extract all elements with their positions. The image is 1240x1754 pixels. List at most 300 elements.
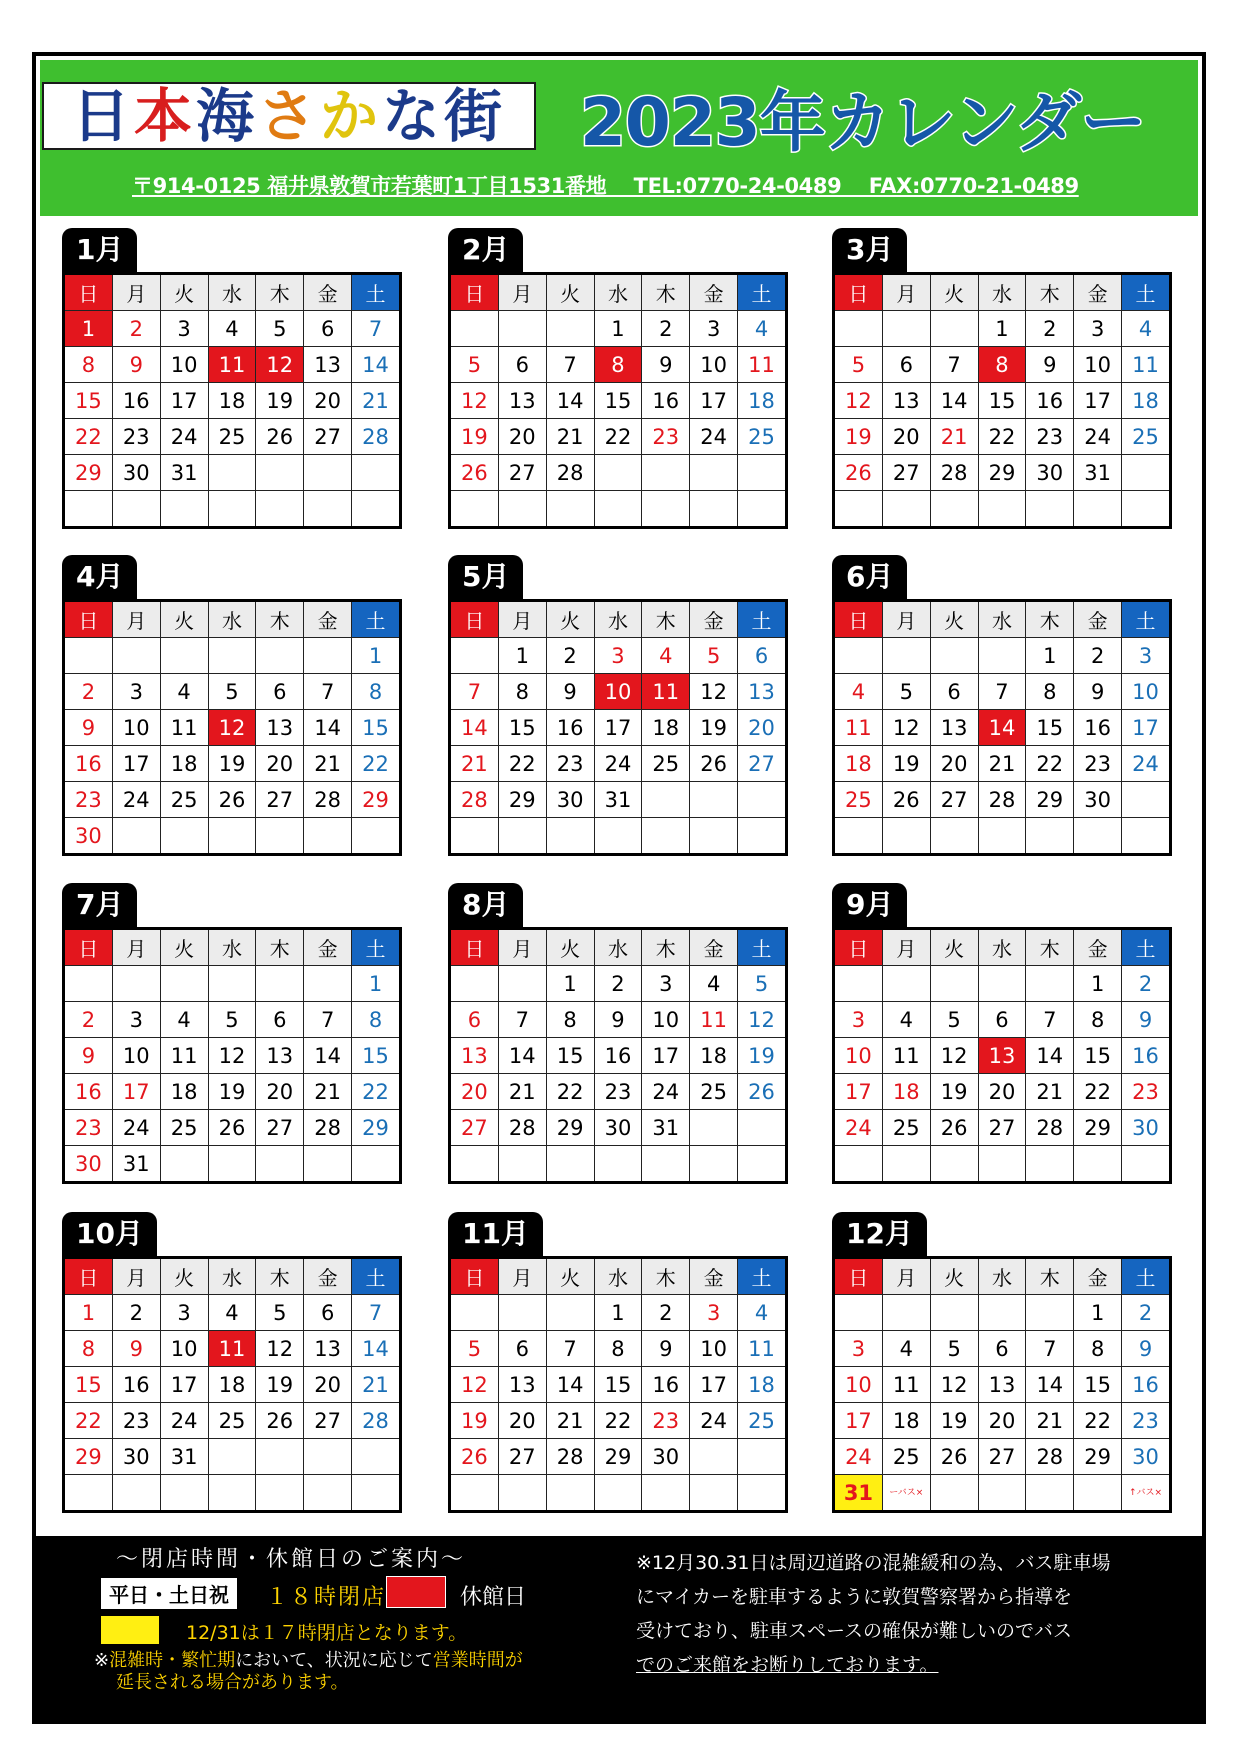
empty-cell — [256, 966, 304, 1002]
day-cell: 11 — [738, 1331, 787, 1367]
day-cell: 7 — [304, 1002, 352, 1038]
day-cell: 17 — [160, 383, 208, 419]
day-cell: 29 — [1074, 1110, 1122, 1146]
day-cell: 25 — [1122, 419, 1171, 455]
empty-cell — [738, 1439, 787, 1475]
day-cell: 4 — [882, 1331, 930, 1367]
weekday-header: 火 — [546, 601, 594, 638]
day-cell: 6 — [978, 1002, 1026, 1038]
weekday-header: 土 — [1122, 929, 1171, 966]
empty-cell — [498, 1475, 546, 1512]
day-cell: 18 — [882, 1403, 930, 1439]
day-cell: 19 — [450, 419, 499, 455]
month-grid — [62, 272, 402, 529]
note-busy: 混雑時・繁忙期 — [109, 1650, 236, 1671]
day-cell: 16 — [546, 710, 594, 746]
empty-cell — [112, 638, 160, 674]
day-cell: 8 — [1074, 1002, 1122, 1038]
month-grid — [62, 927, 402, 1184]
day-cell: 11 — [882, 1367, 930, 1403]
weekday-header: 火 — [930, 929, 978, 966]
day-cell: 24 — [690, 419, 738, 455]
day-cell: 5 — [450, 347, 499, 383]
empty-cell — [882, 1146, 930, 1183]
day-cell: 20 — [304, 383, 352, 419]
month-grid — [448, 927, 788, 1184]
empty-cell — [112, 818, 160, 855]
day-cell: 16 — [1122, 1038, 1171, 1074]
day-cell: 16 — [642, 383, 690, 419]
day-cell: 24 — [1074, 419, 1122, 455]
empty-cell — [450, 818, 499, 855]
weekday-header: 月 — [498, 274, 546, 311]
month-label: 5月 — [448, 555, 523, 599]
empty-cell — [450, 638, 499, 674]
empty-cell — [112, 966, 160, 1002]
day-cell: 19 — [738, 1038, 787, 1074]
day-cell: 28 — [450, 782, 499, 818]
day-cell: 20 — [738, 710, 787, 746]
day-cell: 22 — [1074, 1403, 1122, 1439]
day-cell: 25 — [738, 419, 787, 455]
empty-cell — [498, 818, 546, 855]
weekday-header: 月 — [882, 1258, 930, 1295]
day-cell: 5 — [450, 1331, 499, 1367]
day-cell: 31 — [642, 1110, 690, 1146]
day-cell: 28 — [546, 455, 594, 491]
day-cell: 23 — [1074, 746, 1122, 782]
weekday-header: 水 — [594, 929, 642, 966]
month-grid — [62, 599, 402, 856]
empty-cell — [1026, 966, 1074, 1002]
day-cell: 20 — [256, 746, 304, 782]
day-cell: 7 — [498, 1002, 546, 1038]
empty-cell — [594, 818, 642, 855]
closed-legend-label: 休館日 — [460, 1585, 527, 1610]
day-cell: 9 — [64, 1038, 113, 1074]
bus-note: ーバス× — [889, 1487, 924, 1498]
day-cell: 4 — [642, 638, 690, 674]
empty-cell — [208, 1475, 256, 1512]
empty-cell — [882, 491, 930, 528]
day-cell: 16 — [642, 1367, 690, 1403]
note-line-2: 延長される場合があります。 — [116, 1672, 349, 1693]
weekday-header: 水 — [978, 929, 1026, 966]
day-cell: 15 — [1074, 1038, 1122, 1074]
day-cell: 2 — [112, 1295, 160, 1331]
day-cell: 17 — [834, 1074, 883, 1110]
empty-cell — [978, 966, 1026, 1002]
month-label: 1月 — [62, 228, 137, 272]
day-cell: 29 — [64, 1439, 113, 1475]
day-cell: 22 — [352, 746, 401, 782]
empty-cell — [546, 491, 594, 528]
day-cell: 13 — [304, 347, 352, 383]
day-cell: 4 — [208, 311, 256, 347]
empty-cell — [1074, 491, 1122, 528]
weekday-header: 金 — [1074, 929, 1122, 966]
day-cell: 1 — [64, 311, 113, 347]
day-cell: 9 — [594, 1002, 642, 1038]
day-cell: 27 — [498, 455, 546, 491]
day-cell: 29 — [978, 455, 1026, 491]
day-cell: 25 — [208, 1403, 256, 1439]
day-cell: 27 — [304, 419, 352, 455]
day-cell: 30 — [1074, 782, 1122, 818]
day-cell: 28 — [930, 455, 978, 491]
empty-cell — [160, 966, 208, 1002]
day-cell: 18 — [160, 1074, 208, 1110]
day-cell: 26 — [738, 1074, 787, 1110]
day-cell: 17 — [1122, 710, 1171, 746]
bus-notice — [636, 1546, 1111, 1682]
weekday-header: 土 — [738, 274, 787, 311]
day-cell: 20 — [256, 1074, 304, 1110]
day-cell: 12 — [208, 1038, 256, 1074]
weekday-header: 日 — [450, 1258, 499, 1295]
empty-cell — [690, 1439, 738, 1475]
day-cell: 15 — [594, 1367, 642, 1403]
day-cell: 9 — [642, 1331, 690, 1367]
day-cell: 22 — [1074, 1074, 1122, 1110]
empty-cell — [304, 818, 352, 855]
bus-notice-line: 受けており、駐車スペースの確保が難しいのでバス — [636, 1620, 1073, 1642]
day-cell: 13 — [498, 383, 546, 419]
day-cell: 10 — [1122, 674, 1171, 710]
empty-cell — [256, 1439, 304, 1475]
empty-cell — [498, 1295, 546, 1331]
day-cell: 24 — [642, 1074, 690, 1110]
weekday-header: 日 — [450, 929, 499, 966]
day-cell: 3 — [690, 311, 738, 347]
empty-cell — [594, 1146, 642, 1183]
day-cell: 27 — [738, 746, 787, 782]
weekday-header: 金 — [304, 929, 352, 966]
day-cell: 12 — [256, 347, 304, 383]
day-cell: 24 — [112, 782, 160, 818]
day-cell: 19 — [256, 1367, 304, 1403]
day-cell: 2 — [112, 311, 160, 347]
weekday-header: 火 — [930, 274, 978, 311]
month-label: 8月 — [448, 883, 523, 927]
day-cell: 24 — [112, 1110, 160, 1146]
empty-cell — [882, 1295, 930, 1331]
day-cell: 15 — [978, 383, 1026, 419]
empty-cell — [738, 782, 787, 818]
weekday-header: 土 — [352, 1258, 401, 1295]
day-cell: 12 — [450, 383, 499, 419]
day-cell: 26 — [208, 782, 256, 818]
day-cell: 3 — [1074, 311, 1122, 347]
day-cell: 18 — [738, 1367, 787, 1403]
day-cell: 2 — [64, 1002, 113, 1038]
day-cell: 12 — [738, 1002, 787, 1038]
day-cell: 27 — [304, 1403, 352, 1439]
empty-cell — [208, 966, 256, 1002]
day-cell: 27 — [978, 1110, 1026, 1146]
day-cell: 27 — [256, 1110, 304, 1146]
day-cell: 3 — [160, 311, 208, 347]
empty-cell — [930, 818, 978, 855]
weekday-header: 木 — [256, 1258, 304, 1295]
empty-cell — [738, 455, 787, 491]
weekday-header: 月 — [112, 274, 160, 311]
weekday-header: 火 — [546, 274, 594, 311]
weekday-header: 金 — [690, 601, 738, 638]
day-cell: 2 — [1122, 966, 1171, 1002]
empty-cell — [690, 1110, 738, 1146]
day-cell: 5 — [208, 674, 256, 710]
empty-cell — [834, 491, 883, 528]
empty-cell — [450, 966, 499, 1002]
day-cell: 27 — [450, 1110, 499, 1146]
day-cell: 30 — [594, 1110, 642, 1146]
empty-cell — [304, 966, 352, 1002]
day-cell: 21 — [450, 746, 499, 782]
weekday-header: 火 — [160, 929, 208, 966]
weekday-header: 土 — [352, 601, 401, 638]
day-cell: 3 — [594, 638, 642, 674]
day-cell: 31 — [160, 455, 208, 491]
day-cell: 24 — [834, 1439, 883, 1475]
empty-cell — [738, 491, 787, 528]
day-cell: 21 — [352, 383, 401, 419]
month-grid — [448, 272, 788, 529]
day-cell: 18 — [160, 746, 208, 782]
day-cell: 17 — [690, 1367, 738, 1403]
day-cell: 12 — [690, 674, 738, 710]
day-cell: 21 — [304, 746, 352, 782]
day-cell: 9 — [546, 674, 594, 710]
day-cell: 30 — [1122, 1110, 1171, 1146]
day-cell: 29 — [594, 1439, 642, 1475]
empty-cell — [208, 491, 256, 528]
empty-cell — [642, 1146, 690, 1183]
logo-char: さ — [257, 82, 320, 150]
day-cell: 26 — [930, 1110, 978, 1146]
month-grid — [832, 272, 1172, 529]
day-cell: 7 — [1026, 1002, 1074, 1038]
day-cell: 9 — [1074, 674, 1122, 710]
day-cell: 8 — [978, 347, 1026, 383]
weekday-header: 日 — [64, 601, 113, 638]
day-cell: 18 — [882, 1074, 930, 1110]
day-cell: 2 — [594, 966, 642, 1002]
empty-cell — [690, 782, 738, 818]
weekday-header: 日 — [834, 1258, 883, 1295]
empty-cell — [304, 1475, 352, 1512]
empty-cell — [1122, 455, 1171, 491]
day-cell: 6 — [738, 638, 787, 674]
weekday-header: 日 — [834, 929, 883, 966]
empty-cell — [498, 966, 546, 1002]
day-cell: 28 — [498, 1110, 546, 1146]
empty-cell — [642, 1475, 690, 1512]
day-cell: 9 — [1122, 1331, 1171, 1367]
day-cell: 28 — [304, 782, 352, 818]
weekday-header: 水 — [208, 929, 256, 966]
day-cell: 28 — [546, 1439, 594, 1475]
weekday-header: 火 — [160, 601, 208, 638]
day-cell: 25 — [738, 1403, 787, 1439]
guide-title: ～閉店時間・休館日のご案内～ — [116, 1547, 467, 1572]
empty-cell — [498, 491, 546, 528]
day-cell: 14 — [498, 1038, 546, 1074]
day-cell: 1 — [546, 966, 594, 1002]
day-cell: 26 — [882, 782, 930, 818]
page-title: 2023年カレンダー — [580, 84, 1146, 161]
day-cell: 23 — [1026, 419, 1074, 455]
day-cell: 16 — [1122, 1367, 1171, 1403]
day-cell: 29 — [546, 1110, 594, 1146]
day-cell: 17 — [642, 1038, 690, 1074]
day-cell: 15 — [546, 1038, 594, 1074]
empty-cell — [304, 1146, 352, 1183]
weekday-header: 日 — [450, 274, 499, 311]
empty-cell — [1026, 491, 1074, 528]
empty-cell — [352, 1439, 401, 1475]
day-cell: 5 — [256, 1295, 304, 1331]
day-cell: 22 — [978, 419, 1026, 455]
empty-cell — [160, 491, 208, 528]
day-cell: 1 — [352, 638, 401, 674]
day-cell: 12 — [450, 1367, 499, 1403]
day-cell: 1 — [64, 1295, 113, 1331]
logo-text — [72, 84, 506, 148]
day-cell: 31 — [1074, 455, 1122, 491]
empty-cell — [882, 966, 930, 1002]
logo — [42, 82, 536, 150]
day-cell: 16 — [64, 746, 113, 782]
day-cell: 26 — [208, 1110, 256, 1146]
day-cell: 17 — [112, 1074, 160, 1110]
weekday-header: 火 — [930, 1258, 978, 1295]
empty-cell — [930, 966, 978, 1002]
day-cell: 7 — [352, 1295, 401, 1331]
day-cell: 23 — [642, 419, 690, 455]
empty-cell — [352, 491, 401, 528]
day-cell: 15 — [352, 1038, 401, 1074]
day-cell: 25 — [208, 419, 256, 455]
month-label: 12月 — [832, 1212, 927, 1256]
empty-cell — [930, 1475, 978, 1512]
day-cell: 15 — [64, 383, 113, 419]
day-cell: 8 — [594, 347, 642, 383]
day-cell: 12 — [834, 383, 883, 419]
weekday-header: 木 — [256, 274, 304, 311]
empty-cell — [1026, 1146, 1074, 1183]
empty-cell — [352, 1475, 401, 1512]
weekday-header: 木 — [1026, 601, 1074, 638]
day-cell: 21 — [546, 1403, 594, 1439]
empty-cell — [738, 1110, 787, 1146]
empty-cell — [1122, 1475, 1171, 1512]
empty-cell — [594, 455, 642, 491]
day-cell: 4 — [160, 1002, 208, 1038]
day-cell: 7 — [930, 347, 978, 383]
day-cell: 27 — [930, 782, 978, 818]
day-cell: 13 — [978, 1038, 1026, 1074]
day-cell: 12 — [256, 1331, 304, 1367]
empty-cell — [546, 1146, 594, 1183]
day-cell: 6 — [498, 347, 546, 383]
day-cell: 22 — [594, 1403, 642, 1439]
day-cell: 18 — [208, 1367, 256, 1403]
day-cell: 20 — [304, 1367, 352, 1403]
day-cell: 28 — [352, 1403, 401, 1439]
day-cell: 4 — [738, 311, 787, 347]
day-cell: 26 — [256, 419, 304, 455]
weekday-header: 金 — [1074, 601, 1122, 638]
weekday-header: 金 — [690, 274, 738, 311]
empty-cell — [882, 638, 930, 674]
day-cell: 30 — [112, 1439, 160, 1475]
day-cell: 28 — [1026, 1439, 1074, 1475]
day-cell: 10 — [642, 1002, 690, 1038]
weekday-header: 金 — [690, 1258, 738, 1295]
empty-cell — [304, 1439, 352, 1475]
weekday-header: 火 — [546, 1258, 594, 1295]
day-cell: 23 — [642, 1403, 690, 1439]
weekday-header: 水 — [978, 601, 1026, 638]
day-cell: 10 — [112, 1038, 160, 1074]
weekday-header: 土 — [1122, 1258, 1171, 1295]
day-cell: 20 — [978, 1074, 1026, 1110]
day-cell: 15 — [352, 710, 401, 746]
empty-cell — [208, 1146, 256, 1183]
weekday-label: 平日・土日祝 — [101, 1578, 237, 1609]
day-cell: 14 — [352, 1331, 401, 1367]
weekday-header: 水 — [978, 1258, 1026, 1295]
empty-cell — [1122, 818, 1171, 855]
day-cell: 3 — [834, 1331, 883, 1367]
day-cell: 23 — [112, 419, 160, 455]
day-cell: 6 — [978, 1331, 1026, 1367]
weekday-header: 土 — [352, 274, 401, 311]
day-cell: 24 — [1122, 746, 1171, 782]
note-hours: 営業時間が — [432, 1650, 523, 1671]
bus-notice-line: でのご来館をお断りしております。 — [636, 1654, 939, 1676]
empty-cell — [64, 491, 113, 528]
empty-cell — [498, 311, 546, 347]
day-cell: 29 — [352, 1110, 401, 1146]
day-cell: 11 — [1122, 347, 1171, 383]
day-cell: 13 — [450, 1038, 499, 1074]
empty-cell — [256, 1475, 304, 1512]
day-cell: 25 — [834, 782, 883, 818]
day-cell: 31 — [112, 1146, 160, 1183]
day-cell: 15 — [498, 710, 546, 746]
day-cell: 16 — [112, 1367, 160, 1403]
day-cell: 31 — [160, 1439, 208, 1475]
empty-cell — [256, 455, 304, 491]
weekday-header: 木 — [1026, 929, 1074, 966]
day-cell: 19 — [930, 1074, 978, 1110]
day-cell: 11 — [208, 1331, 256, 1367]
day-cell: 11 — [690, 1002, 738, 1038]
day-cell: 8 — [352, 674, 401, 710]
day-cell: 19 — [834, 419, 883, 455]
day-cell: 21 — [978, 746, 1026, 782]
day-cell: 24 — [834, 1110, 883, 1146]
day-cell: 24 — [160, 419, 208, 455]
logo-char: 日 — [71, 82, 134, 150]
empty-cell — [160, 818, 208, 855]
weekday-header: 土 — [1122, 601, 1171, 638]
day-cell: 18 — [690, 1038, 738, 1074]
day-cell: 10 — [112, 710, 160, 746]
day-cell: 11 — [738, 347, 787, 383]
